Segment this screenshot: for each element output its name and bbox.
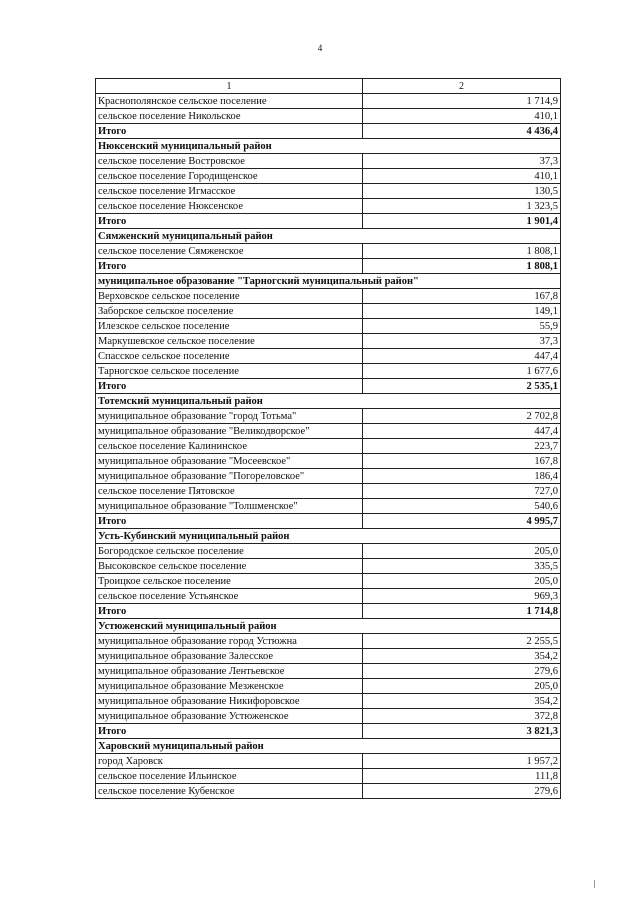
settlement-name: Илезское сельское поселение — [96, 319, 363, 334]
total-value: 4 436,4 — [363, 124, 561, 139]
table-row — [96, 289, 561, 304]
table-row — [96, 244, 561, 259]
settlement-name: сельское поселение Городищенское — [96, 169, 363, 184]
table-row — [96, 184, 561, 199]
amount-value: 55,9 — [363, 319, 561, 334]
district-header-row — [96, 739, 561, 754]
amount-value: 167,8 — [363, 289, 561, 304]
amount-value: 205,0 — [363, 679, 561, 694]
amount-value: 727,0 — [363, 484, 561, 499]
amount-value: 969,3 — [363, 589, 561, 604]
table-row — [96, 574, 561, 589]
table-row — [96, 769, 561, 784]
district-name: Тотемский муниципальный район — [96, 394, 561, 409]
table-row — [96, 709, 561, 724]
total-label: Итого — [96, 724, 363, 739]
settlement-name: сельское поселение Пятовское — [96, 484, 363, 499]
district-name: Харовский муниципальный район — [96, 739, 561, 754]
total-row — [96, 379, 561, 394]
settlement-name: Заборское сельское поселение — [96, 304, 363, 319]
settlement-name: муниципальное образование город Устюжна — [96, 634, 363, 649]
table-row — [96, 559, 561, 574]
total-label: Итого — [96, 604, 363, 619]
settlement-name: Троицкое сельское поселение — [96, 574, 363, 589]
settlement-name: сельское поселение Устьянское — [96, 589, 363, 604]
total-row — [96, 124, 561, 139]
settlement-name: муниципальное образование "Толшменское" — [96, 499, 363, 514]
table-row — [96, 94, 561, 109]
settlement-name: Высоковское сельское поселение — [96, 559, 363, 574]
settlement-name: Спасское сельское поселение — [96, 349, 363, 364]
table-row — [96, 199, 561, 214]
amount-value: 354,2 — [363, 649, 561, 664]
table-row — [96, 334, 561, 349]
table-row — [96, 754, 561, 769]
amount-value: 410,1 — [363, 169, 561, 184]
amount-value: 205,0 — [363, 544, 561, 559]
amount-value: 372,8 — [363, 709, 561, 724]
settlement-name: муниципальное образование Лентьевское — [96, 664, 363, 679]
amount-value: 149,1 — [363, 304, 561, 319]
settlement-name: сельское поселение Никольское — [96, 109, 363, 124]
amount-value: 111,8 — [363, 769, 561, 784]
settlement-name: муниципальное образование "Мосеевское" — [96, 454, 363, 469]
settlement-name: город Харовск — [96, 754, 363, 769]
amount-value: 447,4 — [363, 424, 561, 439]
amount-value: 167,8 — [363, 454, 561, 469]
amount-value: 1 957,2 — [363, 754, 561, 769]
settlement-name: сельское поселение Кубенское — [96, 784, 363, 799]
settlement-name: Тарногское сельское поселение — [96, 364, 363, 379]
settlement-name: сельское поселение Ильинское — [96, 769, 363, 784]
table-row — [96, 694, 561, 709]
district-name: Усть-Кубинский муниципальный район — [96, 529, 561, 544]
district-header-row — [96, 394, 561, 409]
table-row — [96, 664, 561, 679]
total-row — [96, 724, 561, 739]
amount-value: 2 702,8 — [363, 409, 561, 424]
table-row — [96, 649, 561, 664]
amount-value: 1 677,6 — [363, 364, 561, 379]
total-label: Итого — [96, 379, 363, 394]
district-header-row — [96, 529, 561, 544]
settlement-name: муниципальное образование "Великодворское" — [96, 424, 363, 439]
amount-value: 410,1 — [363, 109, 561, 124]
district-header-row — [96, 139, 561, 154]
amount-value: 354,2 — [363, 694, 561, 709]
total-label: Итого — [96, 214, 363, 229]
settlement-name: муниципальное образование Залесское — [96, 649, 363, 664]
total-row — [96, 214, 561, 229]
district-name: Нюксенский муниципальный район — [96, 139, 561, 154]
amount-value: 223,7 — [363, 439, 561, 454]
column-header-1: 1 — [96, 79, 363, 94]
table-row — [96, 784, 561, 799]
allocation-table — [95, 78, 561, 799]
settlement-name: Богородское сельское поселение — [96, 544, 363, 559]
table-row — [96, 544, 561, 559]
settlement-name: муниципальное образование Никифоровское — [96, 694, 363, 709]
amount-value: 279,6 — [363, 664, 561, 679]
settlement-name: Маркушевское сельское поселение — [96, 334, 363, 349]
table-row — [96, 319, 561, 334]
table-row — [96, 634, 561, 649]
table-row — [96, 589, 561, 604]
amount-value: 37,3 — [363, 334, 561, 349]
district-name: Устюженский муниципальный район — [96, 619, 561, 634]
table-row — [96, 109, 561, 124]
settlement-name: сельское поселение Сямженское — [96, 244, 363, 259]
district-header-row — [96, 274, 561, 289]
amount-value: 447,4 — [363, 349, 561, 364]
margin-mark — [594, 880, 595, 888]
amount-value: 335,5 — [363, 559, 561, 574]
table-body — [96, 94, 561, 799]
total-value: 1 714,8 — [363, 604, 561, 619]
table-row — [96, 469, 561, 484]
total-value: 1 808,1 — [363, 259, 561, 274]
amount-value: 1 323,5 — [363, 199, 561, 214]
total-row — [96, 514, 561, 529]
table-row — [96, 169, 561, 184]
table-row — [96, 484, 561, 499]
table-row — [96, 154, 561, 169]
total-row — [96, 604, 561, 619]
amount-value: 1 808,1 — [363, 244, 561, 259]
table-row — [96, 304, 561, 319]
total-row — [96, 259, 561, 274]
amount-value: 205,0 — [363, 574, 561, 589]
total-value: 4 995,7 — [363, 514, 561, 529]
settlement-name: муниципальное образование Мезженское — [96, 679, 363, 694]
total-value: 3 821,3 — [363, 724, 561, 739]
settlement-name: Краснополянское сельское поселение — [96, 94, 363, 109]
settlement-name: муниципальное образование Устюженское — [96, 709, 363, 724]
table-row — [96, 349, 561, 364]
amount-value: 279,6 — [363, 784, 561, 799]
total-label: Итого — [96, 124, 363, 139]
settlement-name: Верховское сельское поселение — [96, 289, 363, 304]
amount-value: 540,6 — [363, 499, 561, 514]
table-row — [96, 499, 561, 514]
settlement-name: муниципальное образование "Погореловское" — [96, 469, 363, 484]
table-row — [96, 364, 561, 379]
settlement-name: муниципальное образование "город Тотьма" — [96, 409, 363, 424]
settlement-name: сельское поселение Игмасское — [96, 184, 363, 199]
total-label: Итого — [96, 514, 363, 529]
district-name: Сямженский муниципальный район — [96, 229, 561, 244]
column-header-2: 2 — [363, 79, 561, 94]
table-row — [96, 454, 561, 469]
amount-value: 1 714,9 — [363, 94, 561, 109]
total-label: Итого — [96, 259, 363, 274]
table-row — [96, 439, 561, 454]
district-name: муниципальное образование "Тарногский муниципальный район" — [96, 274, 561, 289]
amount-value: 130,5 — [363, 184, 561, 199]
amount-value: 2 255,5 — [363, 634, 561, 649]
total-value: 2 535,1 — [363, 379, 561, 394]
table-row — [96, 409, 561, 424]
amount-value: 186,4 — [363, 469, 561, 484]
settlement-name: сельское поселение Калининское — [96, 439, 363, 454]
table-row — [96, 424, 561, 439]
settlement-name: сельское поселение Нюксенское — [96, 199, 363, 214]
settlement-name: сельское поселение Востровское — [96, 154, 363, 169]
page-number: 4 — [317, 43, 323, 53]
district-header-row — [96, 229, 561, 244]
district-header-row — [96, 619, 561, 634]
total-value: 1 901,4 — [363, 214, 561, 229]
table-header-row — [96, 79, 561, 94]
amount-value: 37,3 — [363, 154, 561, 169]
table-row — [96, 679, 561, 694]
